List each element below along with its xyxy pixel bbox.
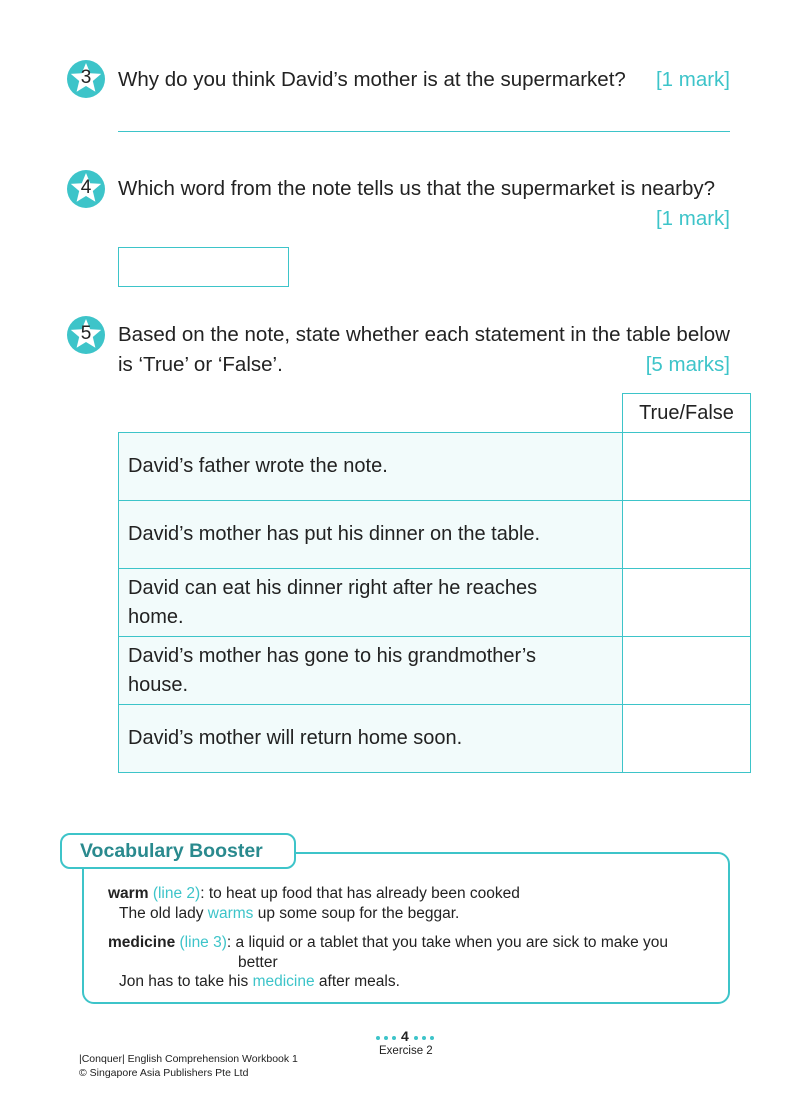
- vocab-definition-cont: better: [238, 954, 278, 971]
- statement-text: David can eat his dinner right after he reaches: [128, 576, 538, 599]
- table-row: [119, 569, 751, 637]
- vocab-word: medicine: [108, 934, 176, 951]
- dot-icon: [392, 1036, 396, 1040]
- statement-text-cont: house.: [128, 673, 189, 696]
- question-4-text: Which word from the note tells us that the supermarket is nearby?: [118, 177, 716, 200]
- dot-icon: [376, 1036, 380, 1040]
- book-title: |Conquer| English Comprehension Workbook 1: [79, 1053, 298, 1065]
- vocab-example-text: The old lady: [119, 905, 208, 922]
- table-header-spacer: [119, 394, 623, 433]
- vocab-definition: : to heat up food that has already been cooked: [200, 885, 520, 902]
- table-row: [119, 705, 751, 773]
- statement-text-cont: home.: [128, 605, 184, 628]
- page-number: 4: [401, 1028, 409, 1044]
- table-header-true-false: True/False: [623, 394, 751, 433]
- statement-cell: [119, 501, 623, 569]
- statement-text: David’s mother has put his dinner on the table.: [128, 523, 541, 545]
- statement-text: David’s father wrote the note.: [128, 455, 388, 477]
- answer-cell[interactable]: [623, 433, 751, 501]
- answer-cell[interactable]: [623, 501, 751, 569]
- table-row: [119, 433, 751, 501]
- vocab-entry-medicine: [108, 934, 668, 952]
- dot-icon: [422, 1036, 426, 1040]
- vocab-example-highlight: medicine: [252, 973, 315, 990]
- copyright: © Singapore Asia Publishers Pte Ltd: [79, 1067, 249, 1079]
- statement-cell: [119, 569, 623, 637]
- exercise-label: Exercise 2: [379, 1045, 433, 1057]
- vocab-line-ref: (line 3): [179, 934, 227, 951]
- answer-cell[interactable]: [623, 637, 751, 705]
- question-3-number: 3: [80, 67, 92, 88]
- statement-cell: [119, 433, 623, 501]
- statement-text: David’s mother will return home soon.: [128, 727, 463, 749]
- vocabulary-title: Vocabulary Booster: [60, 833, 296, 869]
- question-3-text: Why do you think David’s mother is at the supermarket?: [118, 68, 626, 91]
- table-row: [119, 637, 751, 705]
- question-5-mark: [5 marks]: [645, 353, 730, 376]
- statement-cell: [119, 705, 623, 773]
- question-5-text-line1: Based on the note, state whether each statement in the table below: [118, 323, 730, 346]
- dot-icon: [430, 1036, 434, 1040]
- dot-icon: [384, 1036, 388, 1040]
- vocab-example-medicine: [119, 973, 400, 991]
- vocab-definition: : a liquid or a tablet that you take when you are sick to make you: [226, 934, 669, 951]
- question-3-answer-line[interactable]: [118, 131, 730, 132]
- question-5-text-line2: is ‘True’ or ‘False’.: [118, 353, 283, 376]
- question-4-number: 4: [80, 177, 92, 198]
- question-3-star-icon: [66, 59, 106, 99]
- question-4-star-icon: [66, 169, 106, 209]
- answer-cell[interactable]: [623, 705, 751, 773]
- vocab-line-ref: (line 2): [152, 885, 201, 902]
- question-5-star-icon: [66, 315, 106, 355]
- question-5-number: 5: [80, 323, 92, 344]
- vocab-example-highlight: warms: [207, 905, 254, 922]
- vocab-example-text: up some soup for the beggar.: [253, 905, 460, 922]
- statement-cell: [119, 637, 623, 705]
- table-row: [119, 501, 751, 569]
- true-false-table: [118, 393, 751, 773]
- dot-icon: [414, 1036, 418, 1040]
- vocab-example-text: Jon has to take his: [119, 973, 253, 990]
- vocab-example-warm: [119, 905, 459, 923]
- question-4-mark: [1 mark]: [655, 207, 730, 230]
- question-4-answer-box[interactable]: [118, 247, 289, 287]
- statement-text: David’s mother has gone to his grandmother’s: [128, 644, 537, 667]
- vocab-example-text: after meals.: [314, 973, 400, 990]
- vocab-entry-warm: [108, 885, 520, 903]
- vocab-word: warm: [108, 885, 149, 902]
- answer-cell[interactable]: [623, 569, 751, 637]
- page-number-indicator: [374, 1028, 436, 1044]
- question-3-mark: [1 mark]: [655, 68, 730, 91]
